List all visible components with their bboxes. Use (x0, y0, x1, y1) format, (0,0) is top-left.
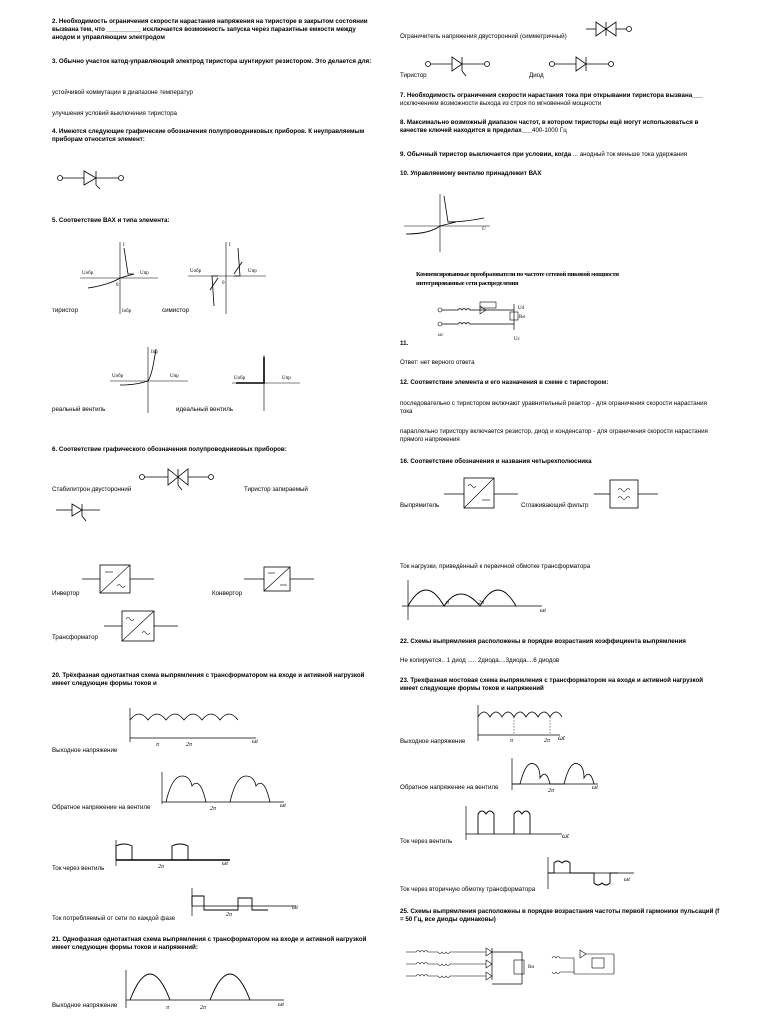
question-12: 12. Соответствие элемента и его назначения в схеме с тиристором: (400, 379, 609, 386)
u-obr-label: Uобр (82, 271, 94, 276)
two-pi-label: 2π (226, 912, 233, 918)
two-pi-label: 2π (478, 600, 485, 606)
two-pi-label: 2π (186, 742, 193, 748)
i-pr-label: Iпр (151, 350, 158, 355)
two-pi-label: 2π (158, 864, 165, 870)
u-obr-label: Uобр (190, 269, 202, 274)
label-out-voltage-right: Выходное напряжение (400, 738, 466, 745)
stabilitron-symbol-figure (138, 464, 218, 494)
question-11-garbled-text: Компенсированные преобразователи по частоте сетевой пиковой мощности интегрированные сети распределения (416, 271, 619, 287)
q20-output-voltage-figure (128, 706, 268, 746)
answer-22: Не копируется.. 1 диод ..... 2диода....3диода....6 диодов (400, 657, 560, 664)
question-4: 4. Имеются следующие графические обозначения полупроводниковых приборов. К неуправляемым приборам относится элемент: (52, 128, 365, 144)
vax-real-valve-figure (110, 345, 190, 415)
inverter-symbol-figure (82, 563, 156, 595)
i-obr-label: Iобр (122, 309, 132, 314)
label-diode: Диод (529, 72, 544, 79)
q23-reverse-voltage-figure (508, 756, 602, 794)
u-pr-label: Uпр (140, 271, 149, 276)
label-converter: Конвертор (212, 590, 243, 597)
zero-label: 0 (222, 281, 225, 286)
q20-reverse-voltage-figure (160, 770, 290, 812)
q11-circuit-figure (436, 300, 546, 344)
label-inverter: Инвертор (52, 590, 80, 597)
two-pi-label: 2π (544, 738, 551, 744)
question-7: 7. Необходимость ограничения скорости нарастания тока при открывании тиристора вызвана___ (400, 92, 703, 99)
answer-3-2: улучшения условий выключения тиристора (52, 110, 177, 117)
limiter-symbol-figure (586, 17, 634, 43)
answer-7: исключением возможности выхода из строя по мгновенной мощности (400, 100, 602, 107)
u-pr-label: Uпр (170, 374, 179, 379)
question-9: 9. Обычный тиристор выключается при условии, когда ... анодный ток меньше тока удержания (400, 151, 688, 158)
u-obr-label: Uобр (112, 374, 124, 379)
omega-t-label: ωt (292, 905, 298, 911)
filter-symbol-figure (594, 478, 660, 510)
i-label: I (229, 243, 231, 248)
q21-output-voltage-figure (124, 968, 294, 1012)
thyristor-symbol-figure (424, 52, 494, 78)
q20-phase-current-figure (188, 886, 306, 918)
vax-ideal-valve-figure (232, 353, 302, 413)
answer-8: 400-1000 Гц (532, 127, 567, 135)
answer-12-2: параллельно тиристору включается резистор, диод и конденсатор - для ограничения скорости нарастания прямого напряжения (400, 428, 708, 444)
label-real-valve: реальный вентиль (52, 406, 106, 413)
omega-t-label: ωt (280, 803, 286, 809)
question-23: 23. Трехфазная мостовая схема выпрямления с трансформатором на входе и активной нагрузкой имеет следующие формы токов и напряжений (400, 677, 704, 693)
question-22: 22. Схемы выпрямления расположены в порядке возрастания коэффициента выпрямления (400, 638, 686, 645)
label-filter: Сглаживающий фильтр (521, 502, 589, 509)
question-5: 5. Соответствие ВАХ и типа элемента: (52, 217, 170, 224)
label-secondary-current: Ток через вторичную обмотку трансформатора (400, 886, 536, 893)
label-transformer: Трансформатор (52, 634, 99, 641)
rectifier-symbol-figure (444, 476, 520, 512)
label-phase-current: Ток потребляемый от сети по каждой фазе (52, 915, 176, 922)
label-gto: Тиристор запираемый (244, 486, 308, 493)
converter-symbol-figure (244, 565, 316, 595)
answer-12-1: последовательно с тиристором включают уравнительный реактор - для ограничения скорости нарастания тока (400, 400, 707, 416)
label-limiter: Ограничитель напряжения двусторонний (симметричный) (400, 33, 567, 40)
ud-label: Ud (518, 306, 525, 311)
q23-secondary-current-figure (544, 855, 638, 891)
pi-label: π (446, 600, 450, 606)
pi-label: π (166, 1005, 170, 1011)
question-3: 3. Обычно участок катод-управляющий электрод тиристора шунтируют резистором. Это делается для: (52, 58, 372, 65)
vax-simistor-figure (188, 240, 268, 315)
wc-label: ωс (438, 333, 444, 338)
i-label: I (123, 243, 125, 248)
question-25: 25. Схемы выпрямления расположены в порядке возрастания частоты первой гармоники пульсаций (f = 50 Гц, все диоды одинаковы) (400, 908, 720, 924)
u-pr-label: Uпр (282, 376, 291, 381)
label-out-voltage-2: Выходное напряжение (52, 1002, 118, 1009)
q25-circuit-figure (404, 944, 626, 994)
label-reverse-voltage-right: Обратное напряжение на вентиле (400, 784, 499, 791)
label-valve-current-right: Ток через вентиль (400, 838, 453, 845)
question-8: 8. Максимально возможный диапазон частот, в котором тиристоры ещё могут использоваться в качестве ключей находится в пределах___400-1000 Гц (400, 119, 699, 135)
rn-label: Rн (528, 965, 535, 970)
q23-output-voltage-figure (476, 703, 576, 743)
question-20: 20. Трёхфазная однотактная схема выпрямления с трансформатором на входе и активной нагрузкой имеет следующие формы токов и (52, 672, 365, 688)
omega-t-label: ωt (558, 734, 565, 742)
zero-label: 0 (116, 283, 119, 288)
pi-label: π (510, 738, 514, 744)
diode-symbol-figure (548, 52, 618, 76)
load-current-figure (402, 578, 552, 622)
two-pi-label: 2π (548, 788, 555, 794)
question-16: 16. Соответствие обозначения и названия четырехполюсника (400, 458, 592, 465)
q20-valve-current-figure (112, 838, 236, 870)
q23-valve-current-figure (462, 804, 578, 842)
omega-t-label: ωt (252, 739, 258, 745)
label-thyristor: тиристор (52, 307, 78, 314)
vax-thyristor-figure (80, 240, 160, 315)
question-10: 10. Управляемому вентилю принадлежит ВАХ (400, 170, 542, 177)
answer-3-1: устойчивой коммутации в диапазоне температур (52, 89, 193, 96)
omega-t-label: ωt (222, 861, 228, 867)
answer-9: ... анодный ток меньше тока удержания (572, 151, 688, 158)
q10-vax-figure (404, 192, 494, 254)
label-stabilitron: Стабилитрон двусторонний (52, 486, 132, 493)
omega-t-label: ωt (562, 832, 569, 840)
answer-11: Ответ: нет верного ответа (400, 359, 475, 366)
label-simistor: симистор (162, 307, 190, 314)
u-pr-label: Uпр (248, 269, 257, 274)
u-label: U (482, 227, 486, 232)
label-reverse-voltage: Обратное напряжение на вентиле (52, 804, 151, 811)
label-thyristor-right: Тиристор (400, 72, 427, 79)
omega-t-label: ωt (278, 1002, 284, 1008)
question-21: 21. Однофазная однотактная схема выпрямления с трансформатором на входе и активной нагрузкой имеет следующие формы токов и напряжений: (52, 936, 367, 952)
two-pi-label: 2π (200, 1005, 207, 1011)
two-pi-label: 2π (210, 806, 217, 812)
transformer-symbol-figure (104, 609, 180, 643)
question-2: 2. Необходимость ограничения скорости нарастания напряжения на тиристоре в закрытом состоянии вызвана тем, что __________ исключается возможность запуска через паразитные емкости между анодом и управляющим электродом (52, 18, 368, 42)
omega-t-label: ωt (592, 785, 598, 791)
label-ideal-valve: идеальный вентиль (176, 406, 234, 413)
label-out-voltage: Выходное напряжение (52, 747, 118, 754)
label-valve-current: Ток через вентиль (52, 865, 105, 872)
rn-label: Rн (519, 315, 526, 320)
q4-symbol-figure (56, 165, 136, 193)
label-rectifier: Выпрямитель (400, 502, 440, 509)
uc-label: Uс (514, 337, 520, 342)
question-6: 6. Соответствие графического обозначения полупроводниковых приборов: (52, 446, 287, 453)
omega-t-label: ωt (624, 877, 630, 883)
u-obr-label: Uобр (234, 376, 246, 381)
question-11: 11. (400, 340, 409, 347)
label-load-current: Ток нагрузки, приведённый к первичной обмотке трансформатора (400, 563, 591, 570)
gto-symbol-figure (56, 500, 106, 524)
omega-t-label: ωt (540, 608, 546, 614)
pi-label: π (156, 742, 160, 748)
